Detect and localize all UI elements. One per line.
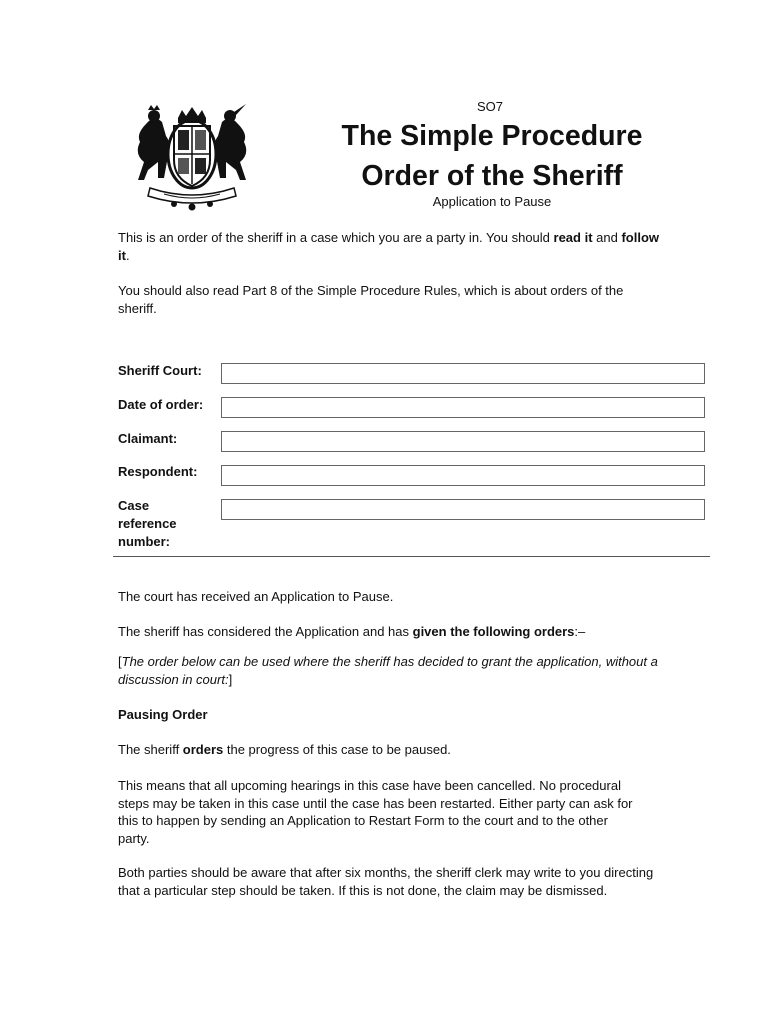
title-line-2: Order of the Sheriff [361,160,623,192]
means-paragraph: This means that all upcoming hearings in this case have been cancelled. No procedural steps may be taken in this case until the case has been restarted. Either party can ask for this to happen by sending an Application to Restart Form to the court and to the other party. [118,778,633,846]
pausing-order-heading: Pausing Order [118,707,208,722]
orders-emphasis: orders [182,742,224,757]
considered-paragraph: The sheriff has considered the Application and has given the following orders:– [118,624,586,639]
follow-it-emphasis: follow it [118,230,659,263]
case-reference-label: Case reference number: [118,498,177,549]
claimant-field[interactable] [221,431,705,452]
respondent-field[interactable] [221,465,705,486]
order-usage-note: [The order below can be used where the sheriff has decided to grant the application, without a discussion in court:] [118,654,658,687]
date-of-order-field[interactable] [221,397,705,418]
royal-coat-of-arms-icon [124,104,260,212]
intro-paragraph-2: You should also read Part 8 of the Simple Procedure Rules, which is about orders of the sheriff. [118,283,624,316]
section-divider [113,556,710,557]
page-subtitle: Application to Pause [432,194,552,209]
case-reference-field[interactable] [221,499,705,520]
date-of-order-label: Date of order: [118,397,204,412]
claimant-label: Claimant: [118,431,178,446]
form-code: SO7 [477,99,504,114]
sheriff-court-field[interactable] [221,363,705,384]
given-orders-emphasis: given the following orders [412,624,575,639]
sheriff-court-label: Sheriff Court: [118,363,202,378]
title-line-1: The Simple Procedure [341,120,643,152]
intro-paragraph-1: This is an order of the sheriff in a case which you are a party in. You should read it and follow it. [118,230,659,263]
respondent-label: Respondent: [118,464,198,479]
page-title [300,116,684,196]
six-months-paragraph: Both parties should be aware that after six months, the sheriff clerk may write to you directing that a particular step should be taken. If this is not done, the claim may be dismissed. [118,865,654,898]
order-paragraph: The sheriff orders the progress of this case to be paused. [118,742,451,757]
received-paragraph: The court has received an Application to Pause. [118,589,394,604]
read-it-emphasis: read it [553,230,593,245]
